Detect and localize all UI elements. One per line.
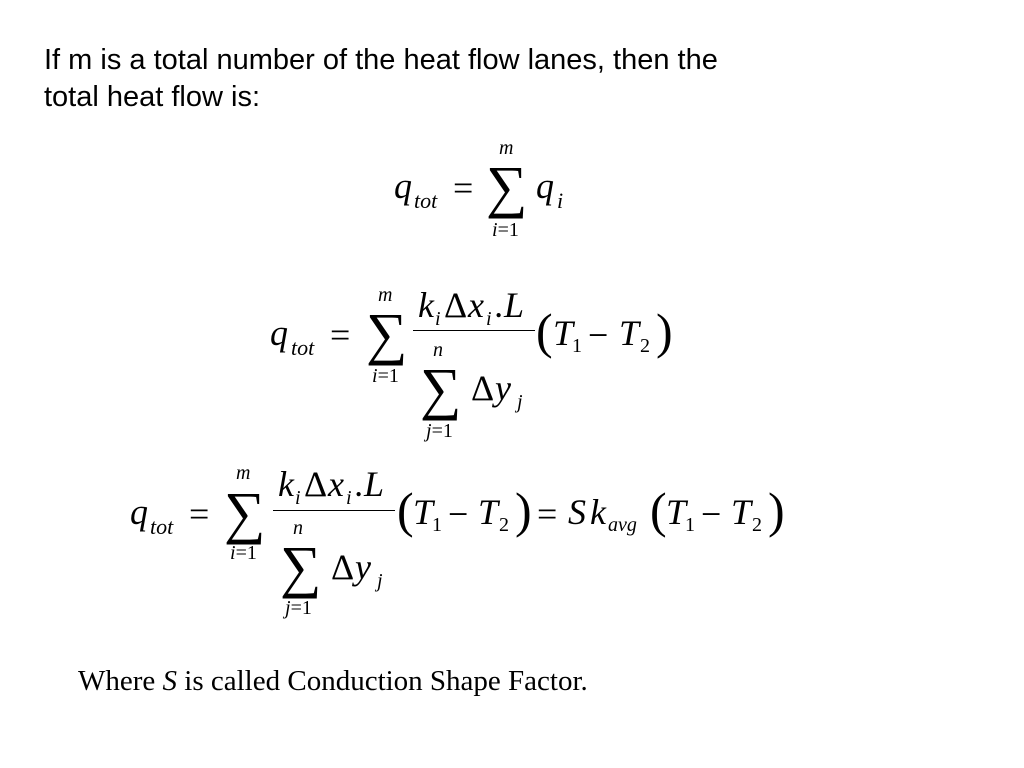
left-paren: (: [536, 303, 553, 359]
dot-l: .L: [495, 285, 525, 325]
sum-symbol: ∑: [420, 356, 462, 421]
one: 1: [508, 219, 519, 241]
lower-limit: [492, 220, 519, 240]
s-symbol: S: [568, 492, 586, 532]
fraction-bar: [413, 330, 535, 331]
t-symbol: T: [666, 492, 687, 532]
q-symbol: q: [394, 166, 412, 206]
i-subscript: i: [557, 188, 564, 213]
minus-sign: −: [448, 494, 469, 534]
equals-one: =: [377, 365, 389, 387]
subscript-one: 1: [685, 514, 695, 536]
minus-sign: −: [701, 494, 722, 534]
subscript-one: 1: [572, 335, 582, 357]
upper-limit: m: [499, 137, 514, 159]
delta-symbol: Δ: [331, 547, 355, 587]
dot-l: .L: [355, 464, 385, 504]
lower-limit: [285, 598, 312, 618]
delta-symbol: Δ: [444, 285, 468, 325]
subscript-two: 2: [640, 335, 650, 357]
intro-line-1: If m is a total number of the heat flow lanes, then the: [44, 44, 718, 76]
left-paren: (: [397, 482, 414, 538]
caption-rest: is called Conduction Shape Factor.: [177, 665, 588, 697]
equals-sign: =: [189, 494, 210, 534]
k-symbol: k: [418, 285, 434, 325]
right-paren: ): [656, 303, 673, 359]
fraction-bar: [273, 510, 395, 511]
caption-where: Where: [78, 665, 163, 697]
sum-symbol: ∑: [366, 301, 408, 366]
right-paren: ): [515, 482, 532, 538]
delta-symbol: Δ: [471, 368, 495, 408]
one: 1: [388, 365, 399, 387]
equals-one: =: [431, 420, 443, 442]
j-subscript: j: [517, 391, 523, 413]
x-symbol: x: [328, 464, 344, 504]
t-symbol: T: [731, 492, 752, 532]
equals-one: =: [497, 219, 509, 241]
y-symbol: y: [495, 368, 511, 408]
tot-subscript: tot: [414, 188, 438, 213]
lower-limit: [372, 366, 399, 386]
y-symbol: y: [355, 547, 371, 587]
i-subscript: i: [346, 487, 352, 509]
t-symbol: T: [478, 492, 499, 532]
equals-one: =: [290, 597, 302, 619]
one: 1: [442, 420, 453, 442]
equals-sign: =: [537, 494, 558, 534]
index-j: j: [285, 597, 291, 619]
intro-text: [44, 42, 884, 116]
t-symbol: T: [619, 313, 640, 353]
intro-line-2: total heat flow is:: [44, 81, 260, 113]
caption: [78, 664, 588, 698]
right-paren: ): [768, 482, 785, 538]
one: 1: [246, 542, 257, 564]
index-j: j: [426, 420, 432, 442]
t-symbol: T: [553, 313, 574, 353]
upper-limit: m: [378, 284, 393, 306]
lower-limit: [230, 543, 257, 563]
tot-subscript: tot: [150, 514, 174, 539]
i-subscript: i: [486, 308, 492, 330]
left-paren: (: [650, 482, 667, 538]
caption-s-symbol: S: [162, 665, 178, 697]
x-symbol: x: [468, 285, 484, 325]
k-symbol: k: [590, 492, 606, 532]
one: 1: [301, 597, 312, 619]
equals-one: =: [235, 542, 247, 564]
subscript-two: 2: [752, 514, 762, 536]
q-symbol: q: [130, 492, 148, 532]
q-symbol: q: [270, 313, 288, 353]
sum-symbol: ∑: [224, 480, 266, 545]
index-i: i: [230, 542, 236, 564]
k-symbol: k: [278, 464, 294, 504]
sum-symbol: ∑: [486, 154, 528, 219]
delta-symbol: Δ: [304, 464, 328, 504]
index-i: i: [372, 365, 378, 387]
upper-limit: m: [236, 462, 251, 484]
sum-symbol: ∑: [280, 534, 322, 599]
equals-sign: =: [330, 315, 351, 355]
tot-subscript: tot: [291, 335, 315, 360]
i-subscript: i: [295, 487, 301, 509]
j-subscript: j: [377, 570, 383, 592]
minus-sign: −: [588, 315, 609, 355]
avg-subscript: avg: [608, 514, 637, 536]
lower-limit: [426, 421, 453, 441]
subscript-one: 1: [432, 514, 442, 536]
i-subscript: i: [435, 308, 441, 330]
upper-limit: n: [433, 339, 443, 361]
subscript-two: 2: [499, 514, 509, 536]
q-symbol: q: [536, 166, 554, 206]
index-i: i: [492, 219, 498, 241]
t-symbol: T: [413, 492, 434, 532]
equals-sign: =: [453, 168, 474, 208]
upper-limit: n: [293, 517, 303, 539]
